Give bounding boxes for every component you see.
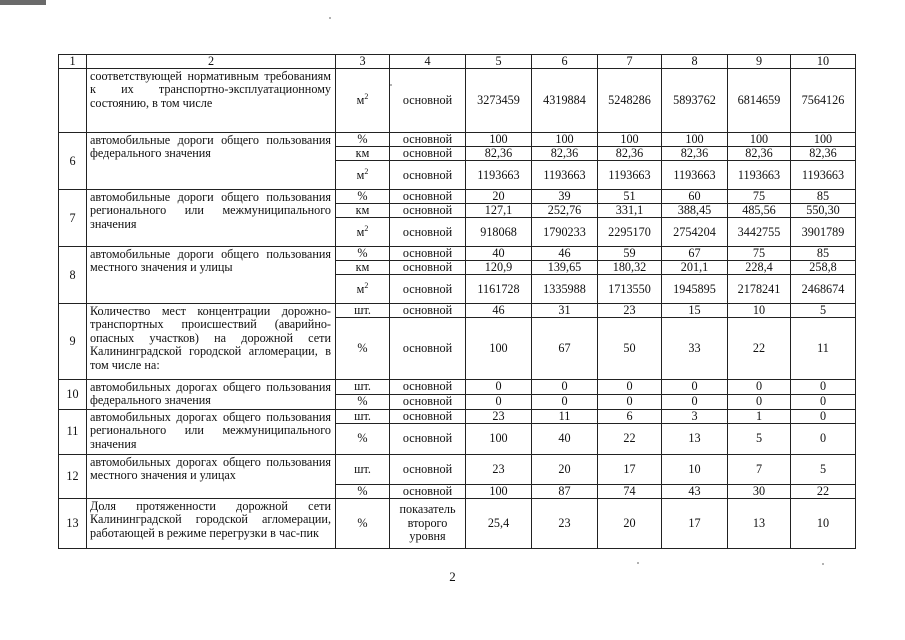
unit-cell: $м^2$ bbox=[336, 69, 390, 133]
value-cell: 0 bbox=[791, 409, 856, 423]
value-cell: 23 bbox=[532, 498, 598, 548]
value-cell: 0 bbox=[532, 380, 598, 395]
row-number-cell: 11 bbox=[59, 409, 87, 454]
value-cell: 0 bbox=[791, 380, 856, 395]
value-cell: 6814659 bbox=[728, 69, 791, 133]
value-cell: 3901789 bbox=[791, 218, 856, 247]
value-cell: 1193663 bbox=[598, 161, 662, 190]
indicator-description: автомобильные дороги общего пользования местного значения и улицы bbox=[87, 247, 336, 304]
value-cell: 180,32 bbox=[598, 261, 662, 275]
header-cell: 10 bbox=[791, 55, 856, 69]
value-cell: 51 bbox=[598, 190, 662, 204]
value-cell: 40 bbox=[466, 247, 532, 261]
value-cell: 7564126 bbox=[791, 69, 856, 133]
value-cell: 2178241 bbox=[728, 275, 791, 304]
value-cell: 17 bbox=[598, 454, 662, 484]
unit-cell: шт. bbox=[336, 454, 390, 484]
value-cell: 39 bbox=[532, 190, 598, 204]
value-cell: 1 bbox=[728, 409, 791, 423]
value-cell: 0 bbox=[466, 394, 532, 409]
value-cell: 85 bbox=[791, 190, 856, 204]
indicator-type-cell: показатель второго уровня bbox=[390, 498, 466, 548]
unit-cell: % bbox=[336, 423, 390, 454]
indicator-type-cell: основной bbox=[390, 394, 466, 409]
value-cell: 0 bbox=[791, 394, 856, 409]
unit-cell: % bbox=[336, 190, 390, 204]
value-cell: 46 bbox=[532, 247, 598, 261]
value-cell: 100 bbox=[791, 133, 856, 147]
unit-cell: км bbox=[336, 204, 390, 218]
table-row bbox=[59, 133, 856, 147]
value-cell: 0 bbox=[532, 394, 598, 409]
value-cell: 918068 bbox=[466, 218, 532, 247]
value-cell: 100 bbox=[466, 423, 532, 454]
value-cell: 5248286 bbox=[598, 69, 662, 133]
value-cell: 0 bbox=[466, 380, 532, 395]
value-cell: 1790233 bbox=[532, 218, 598, 247]
value-cell: 2468674 bbox=[791, 275, 856, 304]
value-cell: 25,4 bbox=[466, 498, 532, 548]
indicator-type-cell: основной bbox=[390, 190, 466, 204]
header-cell: 6 bbox=[532, 55, 598, 69]
value-cell: 1193663 bbox=[791, 161, 856, 190]
value-cell: 20 bbox=[598, 498, 662, 548]
value-cell: 82,36 bbox=[598, 147, 662, 161]
value-cell: 3 bbox=[662, 409, 728, 423]
value-cell: 2295170 bbox=[598, 218, 662, 247]
table-row bbox=[59, 304, 856, 318]
unit-cell: % bbox=[336, 247, 390, 261]
page-number: 2 bbox=[449, 569, 456, 584]
value-cell: 550,30 bbox=[791, 204, 856, 218]
indicator-type-cell: основной bbox=[390, 69, 466, 133]
value-cell: 4319884 bbox=[532, 69, 598, 133]
value-cell: 100 bbox=[662, 133, 728, 147]
value-cell: 82,36 bbox=[662, 147, 728, 161]
value-cell: 0 bbox=[791, 423, 856, 454]
value-cell: 15 bbox=[662, 304, 728, 318]
value-cell: 43 bbox=[662, 484, 728, 498]
value-cell: 50 bbox=[598, 318, 662, 380]
indicator-type-cell: основной bbox=[390, 304, 466, 318]
value-cell: 20 bbox=[532, 454, 598, 484]
indicators-table bbox=[58, 54, 856, 549]
value-cell: 23 bbox=[598, 304, 662, 318]
value-cell: 82,36 bbox=[791, 147, 856, 161]
value-cell: 100 bbox=[466, 484, 532, 498]
table-row bbox=[59, 190, 856, 204]
value-cell: 2754204 bbox=[662, 218, 728, 247]
value-cell: 10 bbox=[791, 498, 856, 548]
value-cell: 67 bbox=[662, 247, 728, 261]
indicator-type-cell: основной bbox=[390, 318, 466, 380]
table-row bbox=[59, 498, 856, 548]
scan-corner-mark bbox=[0, 0, 46, 5]
value-cell: 20 bbox=[466, 190, 532, 204]
value-cell: 1193663 bbox=[728, 161, 791, 190]
value-cell: 33 bbox=[662, 318, 728, 380]
value-cell: 10 bbox=[662, 454, 728, 484]
value-cell: 5893762 bbox=[662, 69, 728, 133]
value-cell: 82,36 bbox=[532, 147, 598, 161]
table-row bbox=[59, 454, 856, 484]
indicator-type-cell: основной bbox=[390, 409, 466, 423]
value-cell: 87 bbox=[532, 484, 598, 498]
value-cell: 6 bbox=[598, 409, 662, 423]
value-cell: 10 bbox=[728, 304, 791, 318]
indicator-type-cell: основной bbox=[390, 454, 466, 484]
value-cell: 5 bbox=[791, 304, 856, 318]
unit-cell: % bbox=[336, 133, 390, 147]
header-cell: 5 bbox=[466, 55, 532, 69]
row-number-cell: 6 bbox=[59, 133, 87, 190]
value-cell: 59 bbox=[598, 247, 662, 261]
value-cell: 1193663 bbox=[662, 161, 728, 190]
value-cell: 13 bbox=[728, 498, 791, 548]
value-cell: 75 bbox=[728, 190, 791, 204]
value-cell: 85 bbox=[791, 247, 856, 261]
table-row bbox=[59, 409, 856, 423]
value-cell: 1193663 bbox=[532, 161, 598, 190]
value-cell: 120,9 bbox=[466, 261, 532, 275]
header-cell: 7 bbox=[598, 55, 662, 69]
value-cell: 0 bbox=[662, 394, 728, 409]
value-cell: 1161728 bbox=[466, 275, 532, 304]
value-cell: 1945895 bbox=[662, 275, 728, 304]
value-cell: 40 bbox=[532, 423, 598, 454]
value-cell: 11 bbox=[791, 318, 856, 380]
value-cell: 22 bbox=[791, 484, 856, 498]
value-cell: 30 bbox=[728, 484, 791, 498]
indicator-type-cell: основной bbox=[390, 484, 466, 498]
indicator-description: автомобильные дороги общего пользования федерального значения bbox=[87, 133, 336, 190]
value-cell: 100 bbox=[532, 133, 598, 147]
value-cell: 388,45 bbox=[662, 204, 728, 218]
value-cell: 1713550 bbox=[598, 275, 662, 304]
indicator-type-cell: основной bbox=[390, 380, 466, 395]
unit-cell: % bbox=[336, 484, 390, 498]
row-number-cell bbox=[59, 69, 87, 133]
indicator-description: Количество мест концентрации дорожно-транспортных происшествий (аварийно-опасных участков) на дорожной сети Калининградской городской агломерации, в том числе на: bbox=[87, 304, 336, 380]
row-number-cell: 7 bbox=[59, 190, 87, 247]
value-cell: 31 bbox=[532, 304, 598, 318]
scan-speck bbox=[822, 563, 824, 565]
row-number-cell: 8 bbox=[59, 247, 87, 304]
value-cell: 60 bbox=[662, 190, 728, 204]
unit-cell: $м^2$ bbox=[336, 218, 390, 247]
unit-cell: % bbox=[336, 498, 390, 548]
indicator-type-cell: основной bbox=[390, 147, 466, 161]
value-cell: 11 bbox=[532, 409, 598, 423]
indicator-type-cell: основной bbox=[390, 275, 466, 304]
header-row bbox=[59, 55, 856, 69]
indicator-description: автомобильные дороги общего пользования регионального или межмуниципального значения bbox=[87, 190, 336, 247]
value-cell: 100 bbox=[598, 133, 662, 147]
header-cell: 9 bbox=[728, 55, 791, 69]
scan-speck bbox=[637, 562, 639, 564]
value-cell: 127,1 bbox=[466, 204, 532, 218]
indicator-type-cell: основной bbox=[390, 261, 466, 275]
value-cell: 100 bbox=[466, 133, 532, 147]
unit-cell: шт. bbox=[336, 380, 390, 395]
scan-speck bbox=[329, 17, 331, 19]
row-number-cell: 12 bbox=[59, 454, 87, 498]
table-row bbox=[59, 247, 856, 261]
value-cell: 23 bbox=[466, 409, 532, 423]
unit-cell: $м^2$ bbox=[336, 275, 390, 304]
value-cell: 258,8 bbox=[791, 261, 856, 275]
value-cell: 75 bbox=[728, 247, 791, 261]
value-cell: 82,36 bbox=[466, 147, 532, 161]
indicator-description: автомобильных дорогах общего пользования федерального значения bbox=[87, 380, 336, 410]
value-cell: 67 bbox=[532, 318, 598, 380]
value-cell: 100 bbox=[466, 318, 532, 380]
header-cell: 3 bbox=[336, 55, 390, 69]
indicator-description: соответствующей нормативным требованиям к их транспортно-эксплуатационному состоянию, в том числе bbox=[87, 69, 336, 133]
value-cell: 0 bbox=[662, 380, 728, 395]
indicator-type-cell: основной bbox=[390, 161, 466, 190]
value-cell: 100 bbox=[728, 133, 791, 147]
row-number-cell: 10 bbox=[59, 380, 87, 410]
unit-cell: % bbox=[336, 318, 390, 380]
value-cell: 5 bbox=[728, 423, 791, 454]
value-cell: 1335988 bbox=[532, 275, 598, 304]
unit-cell: км bbox=[336, 261, 390, 275]
value-cell: 7 bbox=[728, 454, 791, 484]
indicator-description: Доля протяженности дорожной сети Калининградской городской агломерации, работающей в режиме перегрузки в час-пик bbox=[87, 498, 336, 548]
unit-cell: шт. bbox=[336, 409, 390, 423]
value-cell: 82,36 bbox=[728, 147, 791, 161]
value-cell: 201,1 bbox=[662, 261, 728, 275]
value-cell: 0 bbox=[728, 380, 791, 395]
indicator-description: автомобильных дорогах общего пользования регионального или межмуниципального значения bbox=[87, 409, 336, 454]
indicator-type-cell: основной bbox=[390, 423, 466, 454]
value-cell: 46 bbox=[466, 304, 532, 318]
value-cell: 22 bbox=[598, 423, 662, 454]
value-cell: 22 bbox=[728, 318, 791, 380]
row-number-cell: 9 bbox=[59, 304, 87, 380]
value-cell: 74 bbox=[598, 484, 662, 498]
value-cell: 331,1 bbox=[598, 204, 662, 218]
value-cell: 485,56 bbox=[728, 204, 791, 218]
unit-cell: $м^2$ bbox=[336, 161, 390, 190]
header-cell: 8 bbox=[662, 55, 728, 69]
value-cell: 139,65 bbox=[532, 261, 598, 275]
indicator-type-cell: основной bbox=[390, 133, 466, 147]
unit-cell: % bbox=[336, 394, 390, 409]
header-cell: 4 bbox=[390, 55, 466, 69]
value-cell: 0 bbox=[728, 394, 791, 409]
indicator-type-cell: основной bbox=[390, 247, 466, 261]
value-cell: 3442755 bbox=[728, 218, 791, 247]
value-cell: 3273459 bbox=[466, 69, 532, 133]
indicator-type-cell: основной bbox=[390, 218, 466, 247]
unit-cell: км bbox=[336, 147, 390, 161]
unit-cell: шт. bbox=[336, 304, 390, 318]
table-row bbox=[59, 69, 856, 133]
value-cell: 252,76 bbox=[532, 204, 598, 218]
value-cell: 1193663 bbox=[466, 161, 532, 190]
header-cell: 2 bbox=[87, 55, 336, 69]
indicator-type-cell: основной bbox=[390, 204, 466, 218]
value-cell: 13 bbox=[662, 423, 728, 454]
value-cell: 0 bbox=[598, 380, 662, 395]
table-row bbox=[59, 380, 856, 395]
value-cell: 228,4 bbox=[728, 261, 791, 275]
indicator-description: автомобильных дорогах общего пользования местного значения и улицах bbox=[87, 454, 336, 498]
value-cell: 0 bbox=[598, 394, 662, 409]
row-number-cell: 13 bbox=[59, 498, 87, 548]
header-cell: 1 bbox=[59, 55, 87, 69]
value-cell: 5 bbox=[791, 454, 856, 484]
value-cell: 23 bbox=[466, 454, 532, 484]
value-cell: 17 bbox=[662, 498, 728, 548]
